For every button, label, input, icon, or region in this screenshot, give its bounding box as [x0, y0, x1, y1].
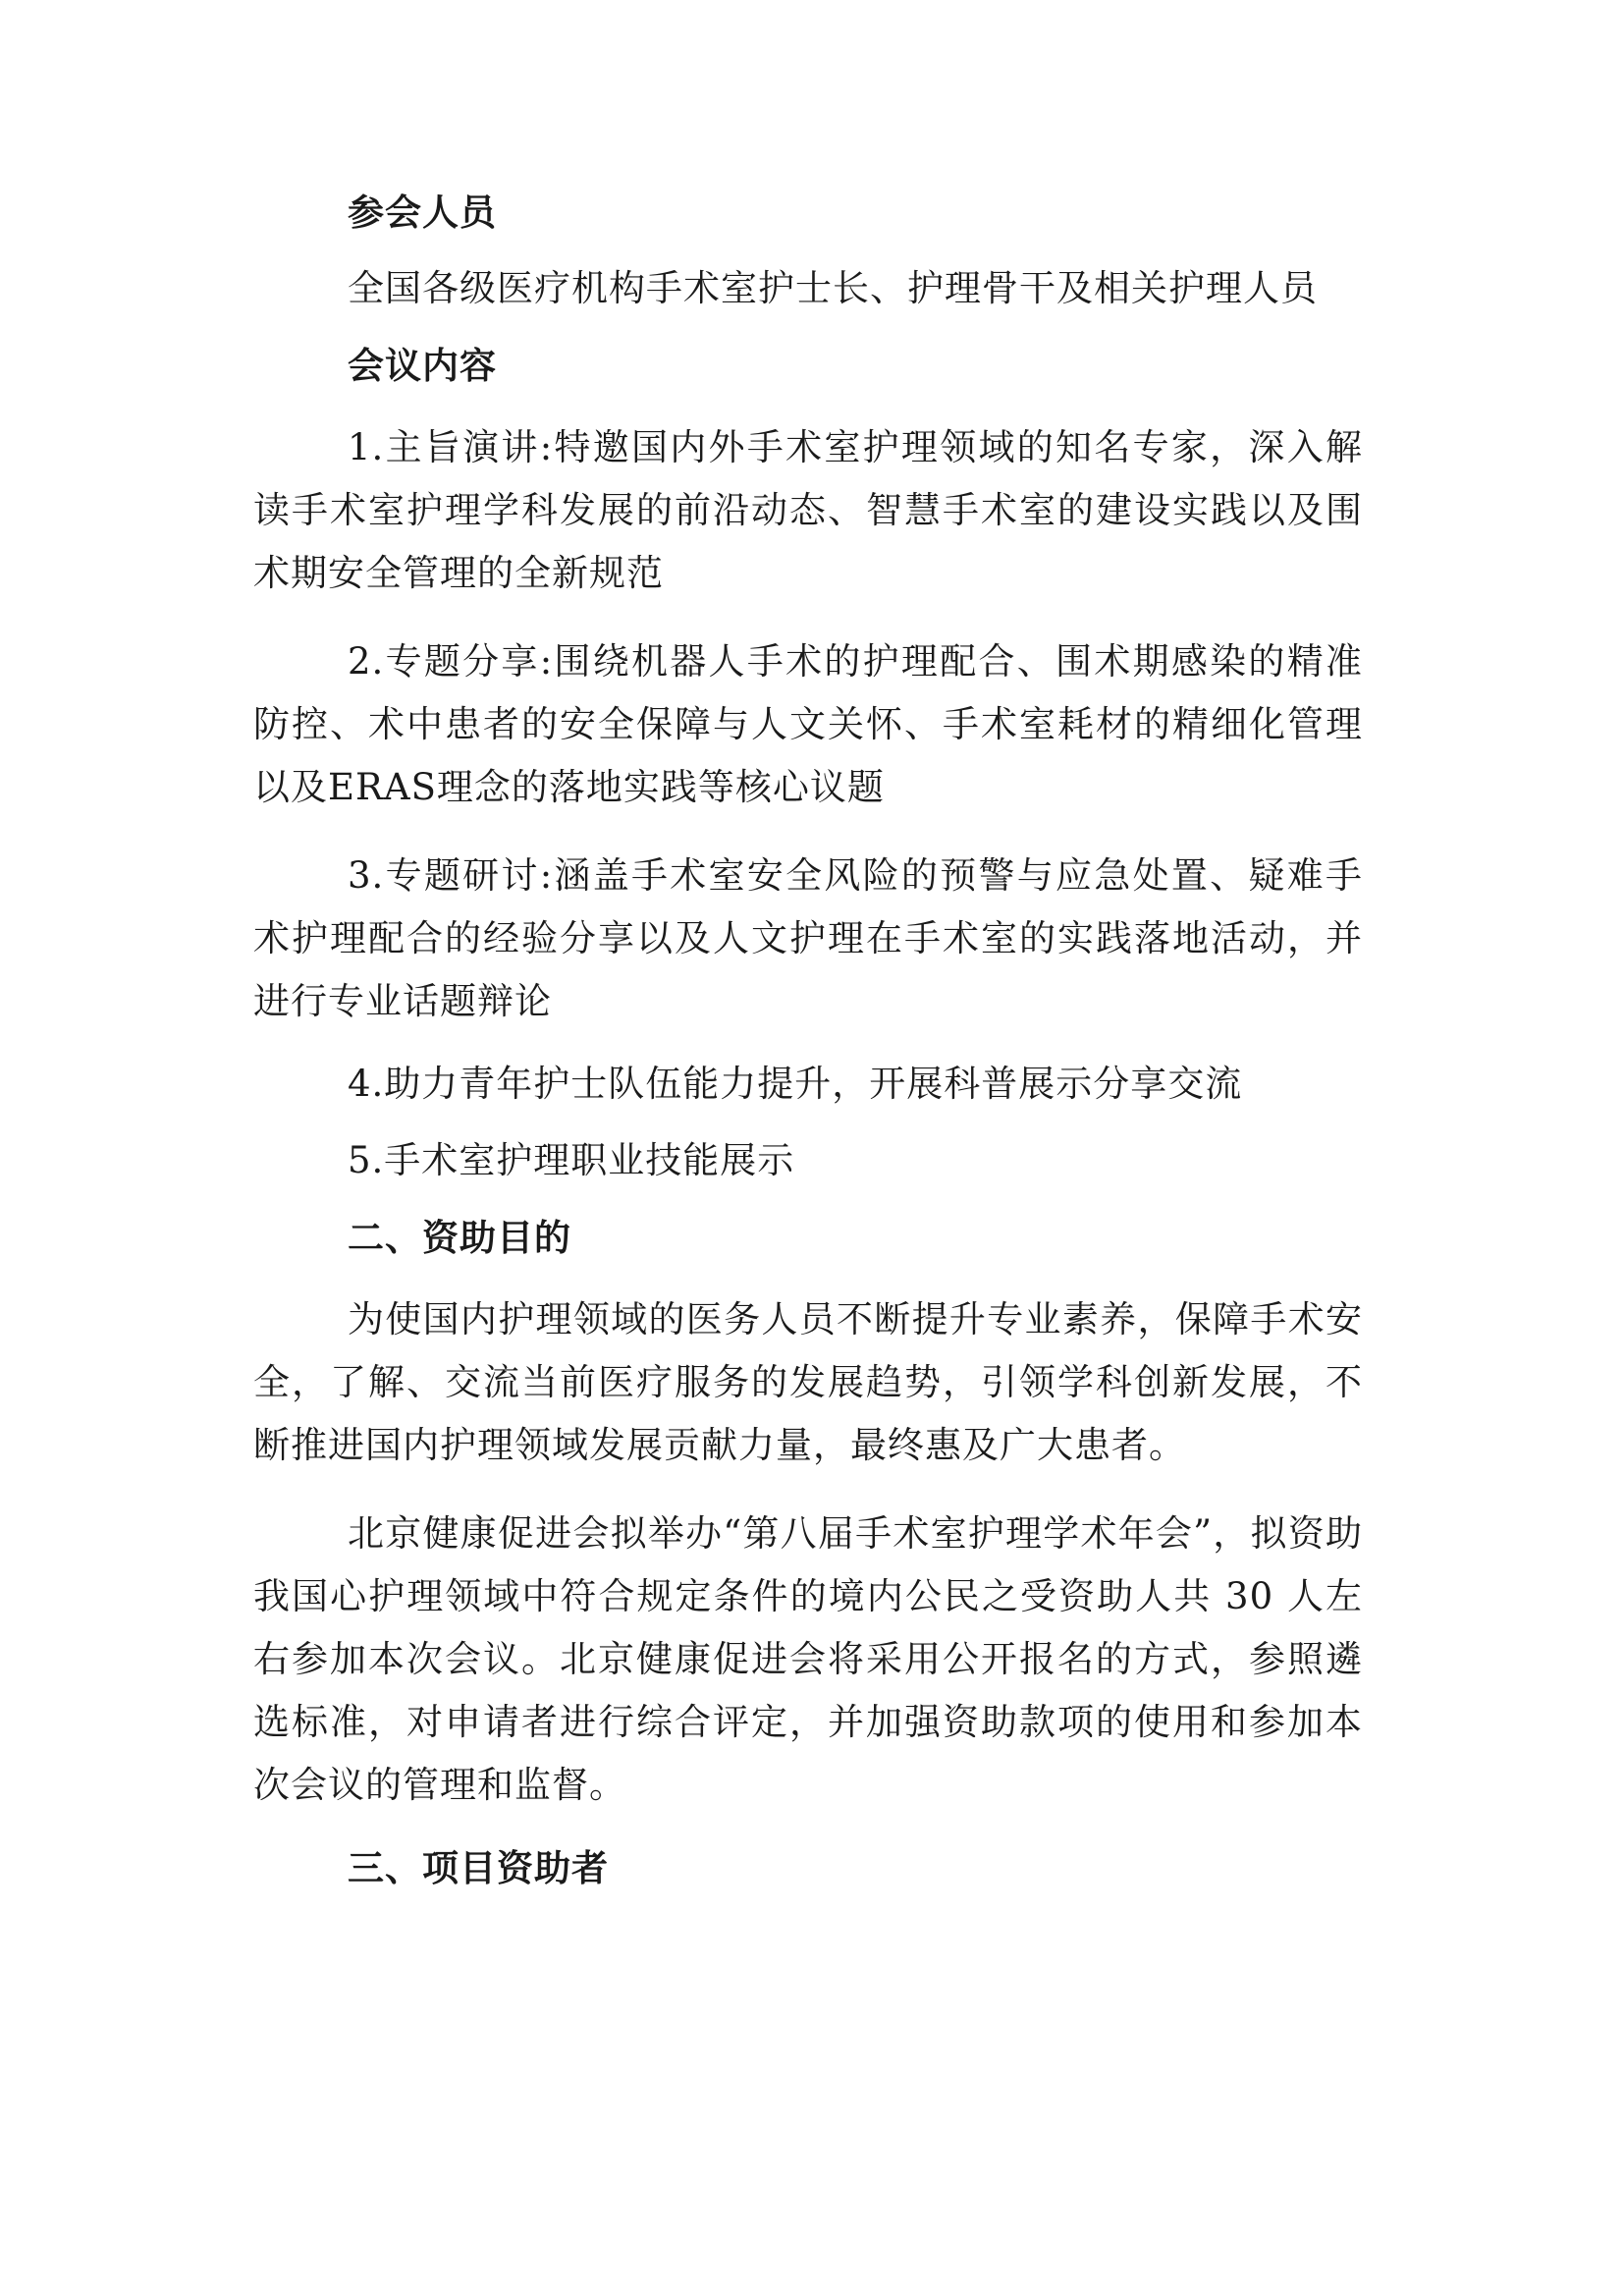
purpose-heading: 二、资助目的: [348, 1216, 571, 1259]
content-item-2: 2.专题分享:围绕机器人手术的护理配合、围术期感染的精准防控、术中患者的安全保障与人文关怀、手术室耗材的精细化管理以及ERAS理念的落地实践等核心议题: [253, 640, 1363, 808]
content-item-4: 4.助力青年护士队伍能力提升，开展科普展示分享交流: [348, 1063, 1243, 1105]
attendees-text: 全国各级医疗机构手术室护士长、护理骨干及相关护理人员: [348, 267, 1318, 309]
content-item-1: 1.主旨演讲:特邀国内外手术室护理领域的知名专家，深入解读手术室护理学科发展的前沿动态、智慧手术室的建设实践以及围术期安全管理的全新规范: [253, 426, 1363, 594]
attendees-heading: 参会人员: [348, 191, 497, 234]
content-heading: 会议内容: [348, 344, 497, 387]
sponsor-heading: 三、项目资助者: [348, 1846, 609, 1889]
purpose-paragraph-1: 为使国内护理领域的医务人员不断提升专业素养，保障手术安全，了解、交流当前医疗服务的发展趋势，引领学科创新发展，不断推进国内护理领域发展贡献力量，最终惠及广大患者。: [253, 1298, 1363, 1466]
purpose-paragraph-2: 北京健康促进会拟举办“第八届手术室护理学术年会”，拟资助我国心护理领域中符合规定条件的境内公民之受资助人共 30 人左右参加本次会议。北京健康促进会将采用公开报名的方式，参照遴选标准，对申请者进行综合评定，并加强资助款项的使用和参加本次会议的管理和监督。: [253, 1512, 1363, 1806]
document-body: [253, 187, 1363, 1919]
content-item-5: 5.手术室护理职业技能展示: [348, 1139, 795, 1181]
content-item-3: 3.专题研讨:涵盖手术室安全风险的预警与应急处置、疑难手术护理配合的经验分享以及人文护理在手术室的实践落地活动，并进行专业话题辩论: [253, 854, 1363, 1022]
